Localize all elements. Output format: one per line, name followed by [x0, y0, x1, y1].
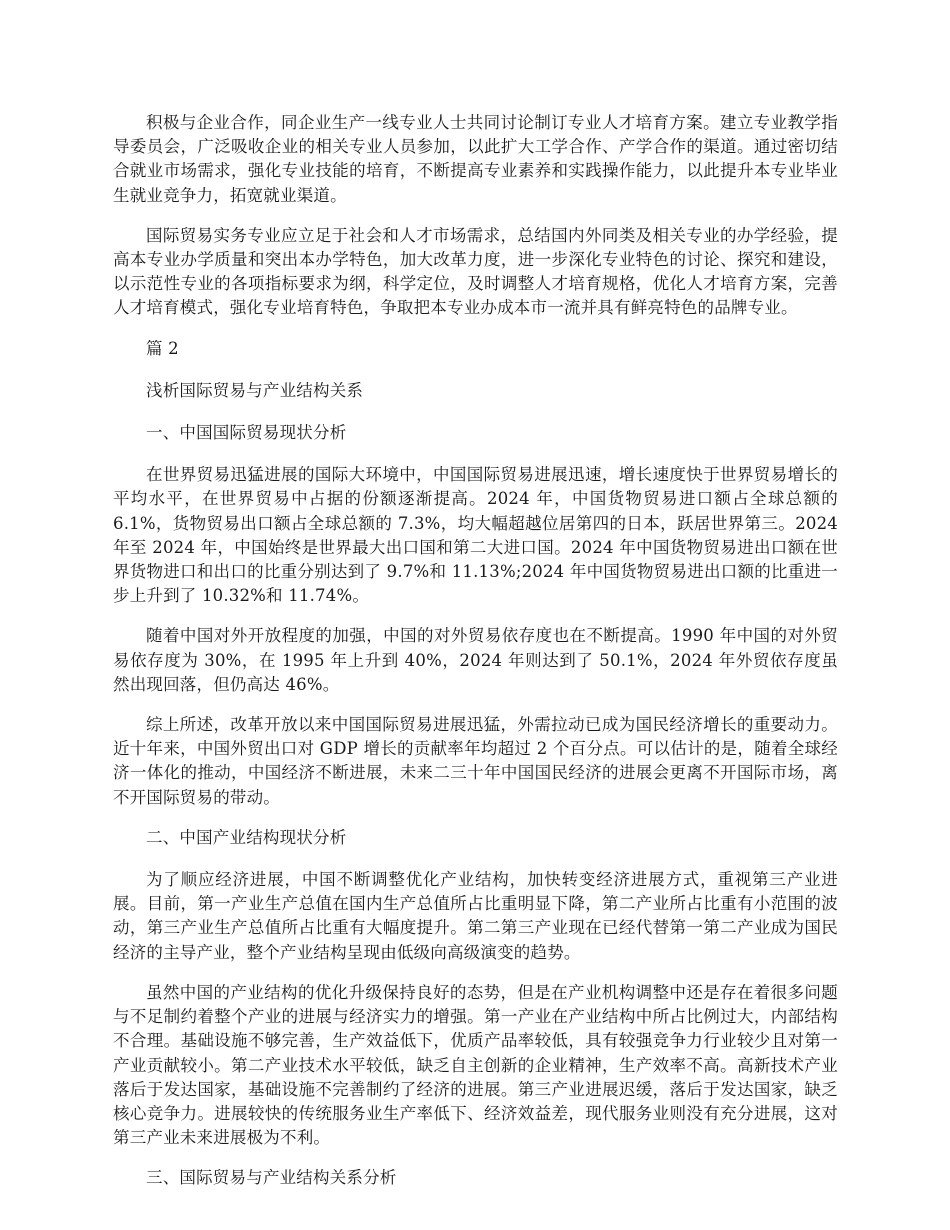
paragraph-major-goals: 国际贸易实务专业应立足于社会和人才市场需求，总结国内外同类及相关专业的办学经验，提高本专业办学质量和突出本办学特色，加大改革力度，进一步深化专业特色的讨论、探究和建设，以示范性专业的各项指标要求为纲，科学定位，及时调整人才培育规格，优化人才培育方案，完善人才培育模式，强化专业培育特色，争取把本专业办成本市一流并具有鲜亮特色的品牌专业。	[113, 225, 838, 318]
section-heading-3: 三、国际贸易与产业结构关系分析	[146, 1168, 397, 1188]
section-heading-1: 一、中国国际贸易现状分析	[146, 423, 347, 443]
paragraph-cooperation: 积极与企业合作，同企业生产一线专业人士共同讨论制订专业人才培育方案。建立专业教学指导委员会，广泛吸收企业的相关专业人员参加，以此扩大工学合作、产学合作的渠道。通过密切结合就业市场需求，强化专业技能的培育，不断提高专业素养和实践操作能力，以此提升本专业毕业生就业竞争力，拓宽就业渠道。	[113, 113, 838, 205]
section-heading-2: 二、中国产业结构现状分析	[146, 827, 347, 847]
chapter-label: 篇 2	[146, 338, 179, 358]
paragraph-structure-status: 为了顺应经济进展，中国不断调整优化产业结构，加快转变经济进展方式，重视第三产业进展。目前，第一产业生产总值在国内生产总值所占比重明显下降，第二产业所占比重有小范围的波动，第三产业生产总值所占比重有大幅度提升。第二第三产业现在已经代替第一第二产业成为国民经济的主导产业，整个产业结构呈现由低级向高级演变的趋势。	[113, 870, 838, 962]
document-body	[113, 111, 838, 1209]
paragraph-trade-status: 在世界贸易迅猛进展的国际大环境中，中国国际贸易进展迅速，增长速度快于世界贸易增长的平均水平，在世界贸易中占据的份额逐渐提高。2024 年，中国货物贸易进口额占全球总额的 6.1%，货物贸易出口额占全球总额的 7.3%，均大幅超越位居第四的日本，跃居世界第三。2024 年至 2024 年，中国始终是世界最大出口国和第二大进口国。2024 年中国货物贸易进出口额在世界货物进口和出口的比重分别达到了 9.7%和 11.13%;2024 年中国货物贸易进出口额的比重进一步上升到了 10.32%和 11.74%。	[113, 465, 838, 606]
paragraph-summary: 综上所述，改革开放以来中国国际贸易进展迅猛，外需拉动已成为国民经济增长的重要动力。近十年来，中国外贸出口对 GDP 增长的贡献率年均超过 2 个百分点。可以估计的是，随着全球经济一体化的推动，中国经济不断进展，未来二三十年中国国民经济的进展会更离不开国际市场，离不开国际贸易的带动。	[113, 715, 838, 807]
paragraph-structure-problems: 虽然中国的产业结构的优化升级保持良好的态势，但是在产业机构调整中还是存在着很多问题与不足制约着整个产业的进展与经济实力的增强。第一产业在产业结构中所占比例过大，内部结构不合理。基础设施不够完善，生产效益低下，优质产品率较低，具有较强竞争力行业较少且对第一产业贡献较小。第二产业技术水平较低，缺乏自主创新的企业精神，生产效率不高。高新技术产业落后于发达国家，基础设施不完善制约了经济的进展。第三产业进展迟缓，落后于发达国家，缺乏核心竞争力。进展较快的传统服务业生产率低下、经济效益差，现代服务业则没有充分进展，这对第三产业未来进展极为不利。	[113, 982, 838, 1148]
paragraph-trade-dependence: 随着中国对外开放程度的加强，中国的对外贸易依存度也在不断提高。1990 年中国的对外贸易依存度为 30%，在 1995 年上升到 40%，2024 年则达到了 50.1%，2024 年外贸依存度虽然出现回落，但仍高达 46%。	[113, 626, 838, 694]
article-title: 浅析国际贸易与产业结构关系	[146, 380, 364, 400]
